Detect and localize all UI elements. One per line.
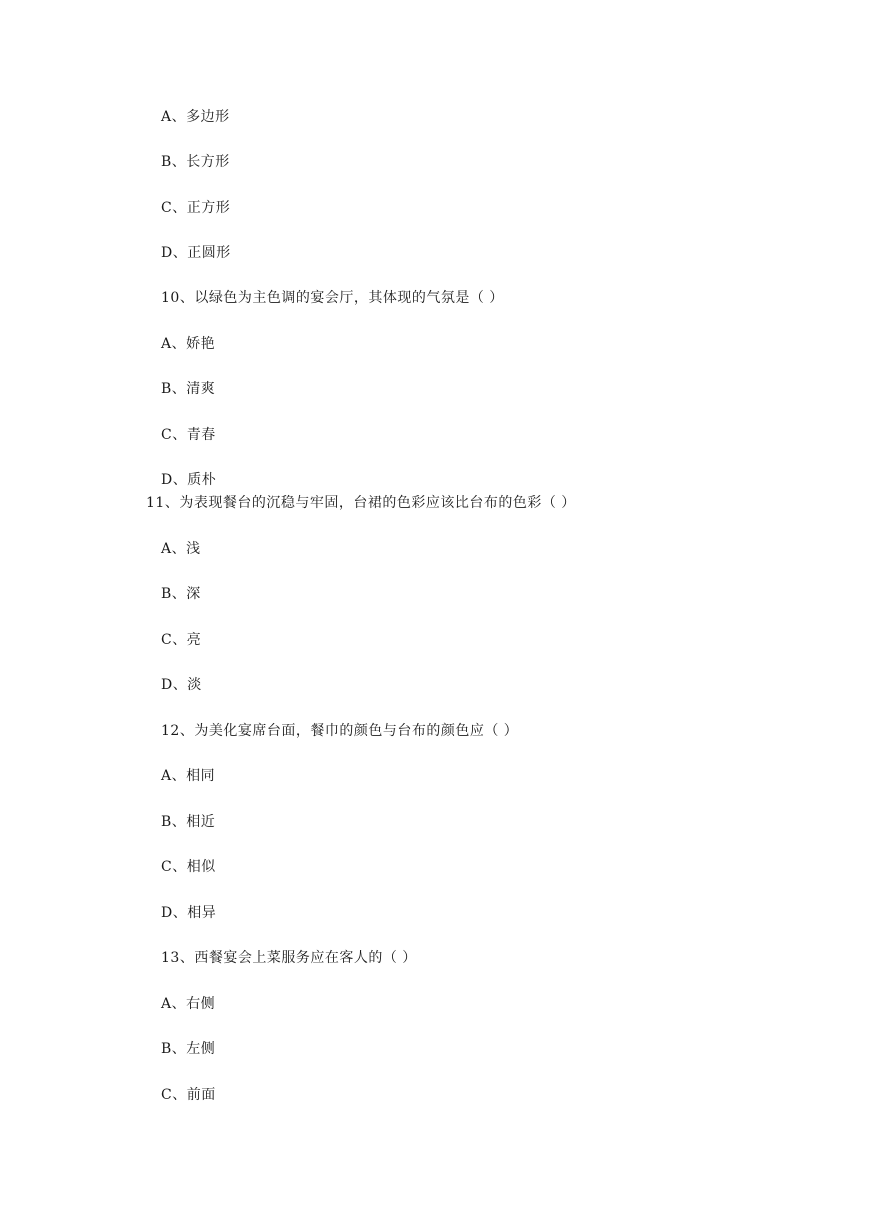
- option-text: B、左侧: [161, 1041, 216, 1057]
- option-text: A、多边形: [161, 109, 230, 125]
- option-text: B、清爽: [161, 381, 216, 397]
- option-text: C、前面: [161, 1087, 216, 1103]
- option-text: B、深: [161, 586, 201, 602]
- question-text: 13、西餐宴会上菜服务应在客人的（ ）: [161, 950, 417, 966]
- option-text: A、右侧: [161, 996, 216, 1012]
- option-text: C、青春: [161, 427, 216, 443]
- option-text: C、相似: [161, 859, 216, 875]
- question-text: 12、为美化宴席台面，餐巾的颜色与台布的颜色应（ ）: [161, 723, 519, 739]
- option-text: C、亮: [161, 632, 202, 648]
- option-text: D、正圆形: [161, 245, 231, 261]
- option-text: D、相异: [161, 905, 217, 921]
- option-text: D、质朴: [161, 472, 217, 488]
- option-text: C、正方形: [161, 200, 231, 216]
- option-text: A、相同: [161, 768, 216, 784]
- question-text: 11、为表现餐台的沉稳与牢固，台裙的色彩应该比台布的色彩（ ）: [146, 495, 576, 511]
- question-text: 10、以绿色为主色调的宴会厅，其体现的气氛是（ ）: [161, 290, 504, 306]
- option-text: A、浅: [161, 541, 201, 557]
- option-text: B、相近: [161, 814, 216, 830]
- option-text: A、娇艳: [161, 336, 216, 352]
- option-text: D、淡: [161, 677, 202, 693]
- option-text: B、长方形: [161, 154, 230, 170]
